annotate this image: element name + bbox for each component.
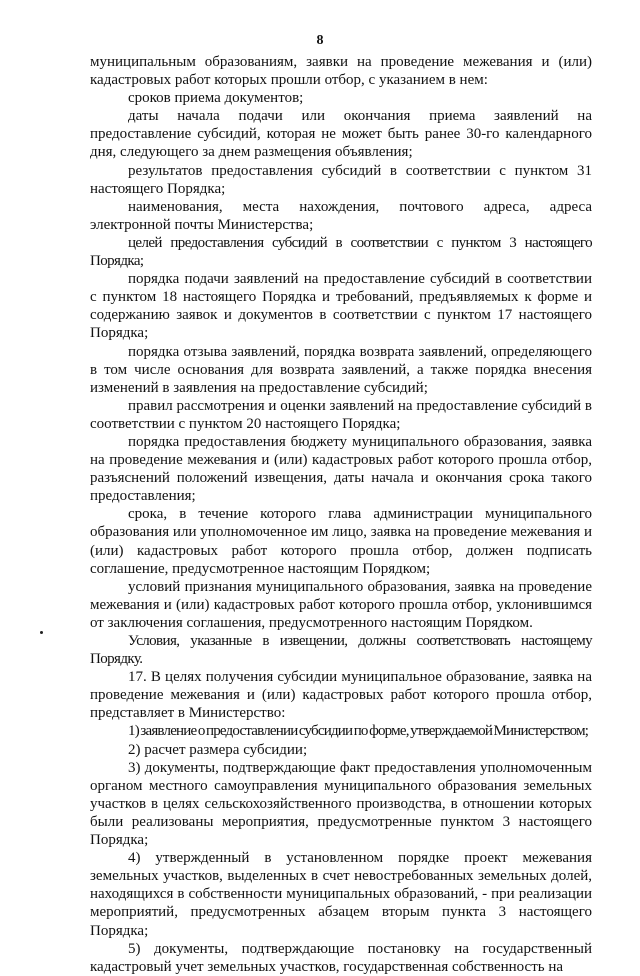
paragraph: даты начала подачи или окончания приема заявлений на предоставление субсидий, которая не может быть ранее 30-го календарного дня, следующего за днем размещения объявления; — [90, 108, 592, 161]
paragraph: 4) утвержденный в установленном порядке проект межевания земельных участков, выделенных в счет невостребованных земельных долей, находящихся в собственности муниципальных образований, - при реализации мероприятий, предусмотренных абзацем вторым пункта 3 настоящего Порядка; — [90, 850, 592, 939]
paragraph: 17. В целях получения субсидии муниципальное образование, заявка на проведение межевания и (или) кадастровых работ которого прошла отбор, представляет в Министерство: — [90, 669, 592, 722]
paragraph: целей предоставления субсидий в соответствии с пунктом 3 настоящего Порядка; — [90, 234, 592, 270]
paragraph: 2) расчет размера субсидии; — [128, 741, 308, 758]
paragraph: результатов предоставления субсидий в соответствии с пунктом 31 настоящего Порядка; — [90, 162, 592, 197]
paragraph: 5) документы, подтверждающие постановку на государственный кадастровый учет земельных участков, государственная собственность на — [90, 940, 592, 975]
paragraph: 1) заявление о предоставлении субсидии по форме, утверждаемой Министерством; — [128, 723, 589, 740]
margin-dot — [40, 631, 43, 634]
paragraph: порядка подачи заявлений на предоставление субсидий в соответствии с пунктом 18 настоящего Порядка и требований, предъявляемых к форме и содержанию заявок и документов в соответствии с пунктом 17 настоящего Порядка; — [90, 271, 592, 342]
document-body — [90, 53, 592, 976]
paragraph: условий признания муниципального образования, заявка на проведение межевания и (или) кадастровых работ которого прошла отбор, уклонившимся от заключения соглашения, предусмотренного настоящим Порядком. — [90, 578, 592, 631]
paragraph: правил рассмотрения и оценки заявлений на предоставление субсидий в соответствии с пунктом 20 настоящего Порядка; — [90, 397, 592, 432]
paragraph: Условия, указанные в извещении, должны соответствовать настоящему Порядку. — [90, 633, 592, 668]
paragraph: наименования, места нахождения, почтового адреса, адреса электронной почты Министерства; — [90, 198, 592, 233]
paragraph: муниципальным образованиям, заявки на проведение межевания и (или) кадастровых работ которых прошли отбор, с указанием в нем: — [90, 54, 592, 89]
paragraph: 3) документы, подтверждающие факт предоставления уполномоченным органом местного самоуправления муниципального образования земельных участков в целях сельскохозяйственного производства, в отношении которых были реализованы мероприятия, предусмотренные пунктом 3 настоящего Порядка; — [90, 759, 592, 849]
page-number: 8 — [316, 33, 324, 48]
paragraph: порядка отзыва заявлений, порядка возврата заявлений, определяющего в том числе основания для возврата заявлений, а также порядка внесения изменений в заявления на предоставление субсидий; — [90, 343, 592, 396]
paragraph: сроков приема документов; — [128, 90, 304, 107]
paragraph: срока, в течение которого глава администрации муниципального образования или уполномоченное им лицо, заявка на проведение межевания и (или) кадастровых работ которого прошла отбор, должен подписать соглашение, предусмотренное настоящим Порядком; — [90, 506, 592, 577]
paragraph: порядка предоставления бюджету муниципального образования, заявка на проведение межевания и (или) кадастровых работ которого прошла отбор, разъяснений положений извещения, даты начала и окончания срока такого предоставления; — [90, 433, 592, 505]
